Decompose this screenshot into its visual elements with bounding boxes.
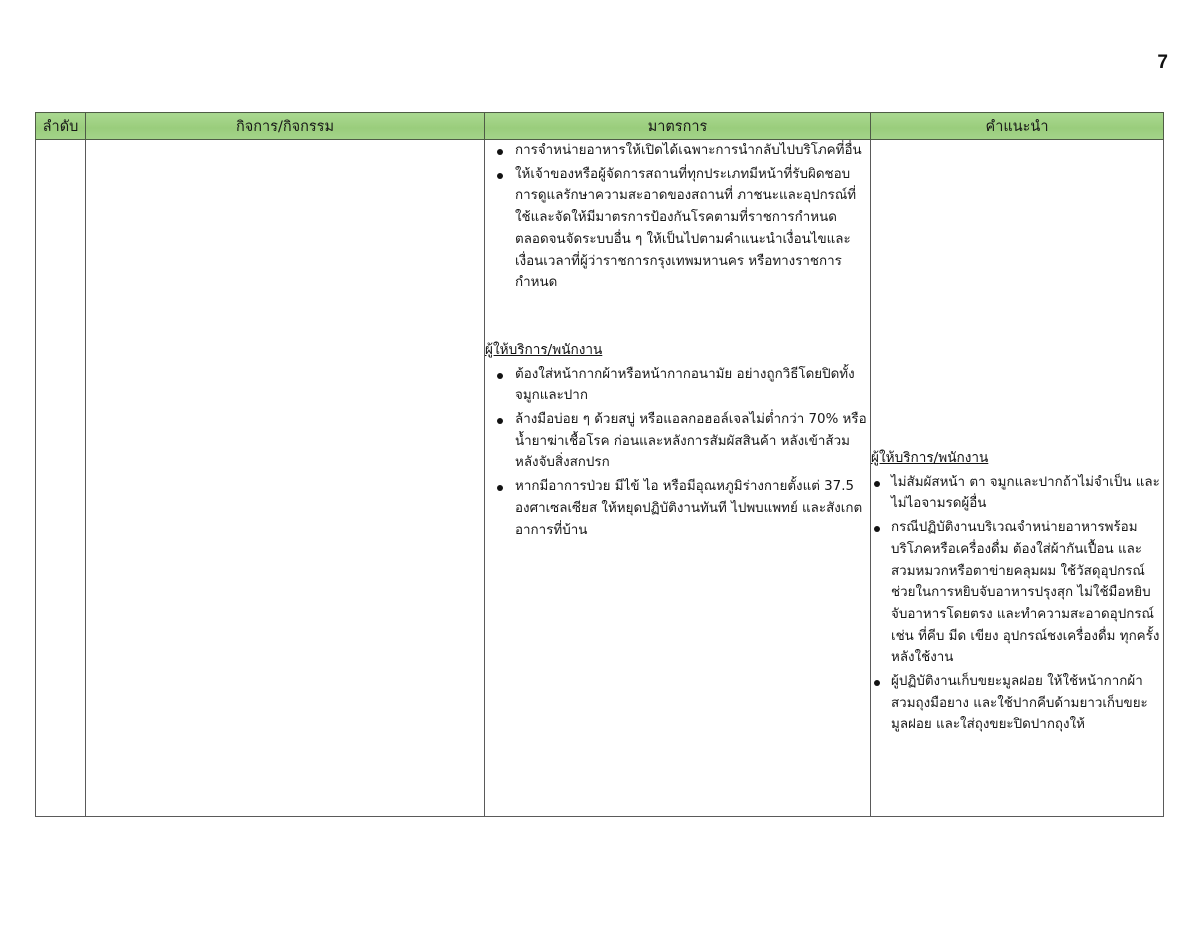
- advice-section-heading: ผู้ให้บริการ/พนักงาน: [871, 450, 989, 466]
- list-item: ไม่สัมผัสหน้า ตา จมูกและปากถ้าไม่จำเป็น และไม่ไอจามรดผู้อื่น: [871, 472, 1163, 515]
- advice-top-spacer: [871, 140, 1163, 448]
- page-number: 7: [1157, 52, 1168, 73]
- cell-business: [86, 140, 485, 817]
- list-item: กรณีปฏิบัติงานบริเวณจำหน่ายอาหารพร้อมบริโภคหรือเครื่องดื่ม ต้องใส่ผ้ากันเปื้อน และสวมหมวกหรือตาข่ายคลุมผม ใช้วัสดุอุปกรณ์ช่วยในการหยิบจับอาหารปรุงสุก ไม่ใช้มือหยิบจับอาหารโดยตรง และทำความสะอาดอุปกรณ์ เช่น ที่คีบ มีด เขียง อุปกรณ์ชงเครื่องดื่ม ทุกครั้งหลังใช้งาน: [871, 517, 1163, 669]
- list-item: ล้างมือบ่อย ๆ ด้วยสบู่ หรือแอลกอฮอล์เจลไม่ต่ำกว่า 70% หรือน้ำยาฆ่าเชื้อโรค ก่อนและหลังการสัมผัสสินค้า หลังเข้าส้วม หลังจับสิ่งสกปรก: [485, 409, 870, 474]
- table-header-row: [36, 113, 1164, 140]
- cell-measure: [485, 140, 871, 817]
- column-header-order: ลำดับ: [36, 113, 86, 140]
- measure-section-heading: ผู้ให้บริการ/พนักงาน: [485, 341, 603, 358]
- table-body: [36, 140, 1164, 817]
- list-item: หากมีอาการป่วย มีไข้ ไอ หรือมีอุณหภูมิร่างกายตั้งแต่ 37.5 องศาเซลเซียส ให้หยุดปฏิบัติงานทันที ไปพบแพทย์ และสังเกตอาการที่บ้าน: [485, 476, 870, 541]
- measure-top-bullet-list: [485, 140, 870, 294]
- measure-section-bullet-list: [485, 364, 870, 542]
- table-row: [36, 140, 1164, 817]
- list-item: ให้เจ้าของหรือผู้จัดการสถานที่ทุกประเภทมีหน้าที่รับผิดชอบการดูแลรักษาความสะอาดของสถานที่ ภาชนะและอุปกรณ์ที่ใช้และจัดให้มีมาตรการป้องกันโรคตามที่ราชการกำหนด ตลอดจนจัดระบบอื่น ๆ ให้เป็นไปตามคำแนะนำเงื่อนไขและเงื่อนเวลาที่ผู้ว่าราชการกรุงเทพมหานคร หรือทางราชการกำหนด: [485, 164, 870, 294]
- advice-bullet-list: [871, 472, 1163, 736]
- list-item: ผู้ปฏิบัติงานเก็บขยะมูลฝอย ให้ใช้หน้ากากผ้า สวมถุงมือยาง และใช้ปากคีบด้ามยาวเก็บขยะมูลฝอย และใส่ถุงขยะปิดปากถุงให้: [871, 671, 1163, 736]
- measures-table: [35, 112, 1164, 817]
- cell-order: [36, 140, 86, 817]
- cell-advice: [871, 140, 1164, 817]
- measure-spacer: [485, 296, 870, 340]
- column-header-business: กิจการ/กิจกรรม: [86, 113, 485, 140]
- column-header-measure: มาตรการ: [485, 113, 871, 140]
- list-item: ต้องใส่หน้ากากผ้าหรือหน้ากากอนามัย อย่างถูกวิธีโดยปิดทั้งจมูกและปาก: [485, 364, 870, 407]
- table-header: [36, 113, 1164, 140]
- column-header-advice: คำแนะนำ: [871, 113, 1164, 140]
- list-item: การจำหน่ายอาหารให้เปิดได้เฉพาะการนำกลับไปบริโภคที่อื่น: [485, 140, 870, 162]
